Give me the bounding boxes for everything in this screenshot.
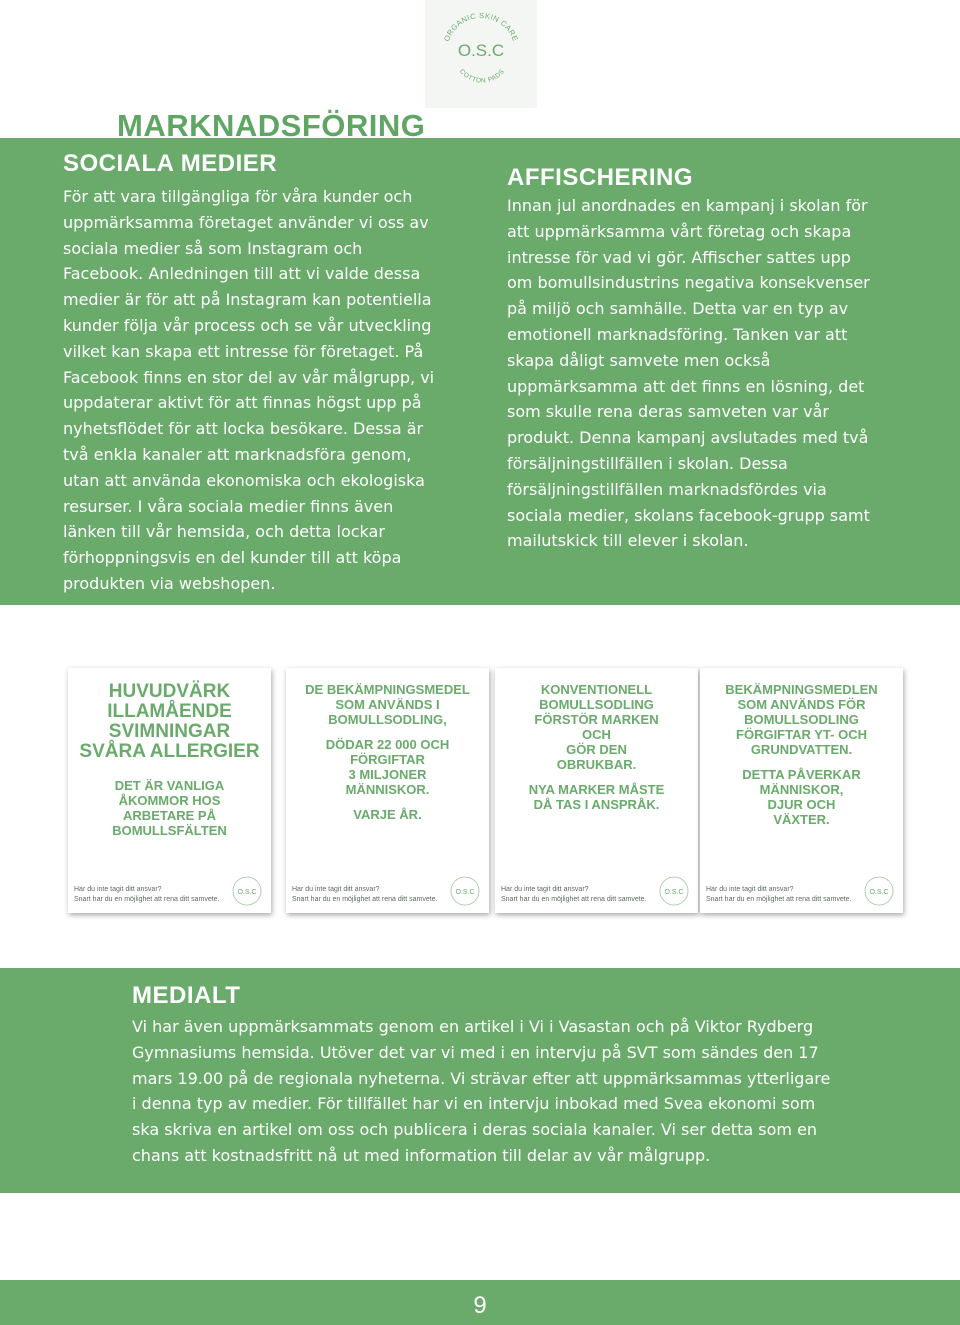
poster-text [501, 682, 692, 812]
poster-line: OBRUKBAR. [556, 757, 637, 772]
poster-headline-line: SVÅRA ALLERGIER [79, 741, 260, 762]
poster-footer-text [74, 885, 220, 905]
poster-line: DET ÄR VANLIGA [114, 778, 225, 793]
poster-line: SOM ANVÄNDS FÖR [737, 697, 866, 712]
poster-logo-text: O.S.C [455, 889, 475, 896]
poster-headline-line: HUVUDVÄRK [108, 681, 231, 702]
poster-headline-line: SVIMNINGAR [108, 721, 231, 742]
poster-text [74, 682, 265, 838]
poster-logo-text: O.S.C [869, 889, 889, 896]
poster-line: MÄNNISKOR, [759, 782, 844, 797]
osc-logo-graphic [425, 0, 537, 108]
poster-line: 3 MILJONER [348, 767, 427, 782]
poster-3 [495, 668, 698, 913]
poster-line: BOMULLSFÄLTEN [112, 823, 227, 838]
posters-text: Innan jul anordnades en kampanj i skolan för att uppmärksamma vårt företag och skapa intresse för vad vi gör. Affischer sattes upp om bomullsindustrins negativa konsekvenser på miljö och samhälle. Detta var en typ av emotionell marknadsföring. Tanken var att skapa dåligt samvete men också uppmärksamma att det finns en lösning, det som skulle rena deras samveten var vår produkt. Denna kampanj avslutades med två försäljningstillfällen i skolan. Dessa försäljningstillfällen marknadsfördes via sociala medier, skolans facebook-grupp samt mailutskick till elever i skolan. [507, 196, 870, 551]
social-media-heading: SOCIALA MEDIER [63, 150, 278, 177]
poster-text [706, 682, 897, 827]
page-footer [0, 1280, 960, 1325]
poster-line: KONVENTIONELL [540, 682, 653, 697]
poster-1 [68, 668, 271, 913]
poster-line: GÖR DEN [566, 742, 627, 757]
poster-logo [863, 875, 895, 907]
poster-line: BEKÄMPNINGSMEDLEN [725, 682, 878, 697]
osc-logo [425, 0, 537, 108]
poster-footer-line: Har du inte tagit ditt ansvar? [706, 886, 794, 893]
media-text: Vi har även uppmärksammats genom en artikel i Vi i Vasastan och på Viktor Rydberg Gymnasiums hemsida. Utöver det var vi med i en intervju på SVT som sändes den 17 mars 19.00 på de regionala nyheterna. Vi strävar efter att uppmärksammas ytterligare i denna typ av medier. För tillfället har vi en intervju inbokad med Svea ekonomi som ska skriva en artikel om oss och publicera i deras sociala kanaler. Vi ser detta som en chans att kostnadsfritt nå ut med information till delar av vår målgrupp. [132, 1017, 831, 1165]
poster-line [292, 797, 483, 807]
poster-text [292, 682, 483, 822]
poster-footer-text [292, 885, 438, 905]
poster-logo [231, 875, 263, 907]
poster-line: DE BEKÄMPNINGSMEDEL [305, 682, 470, 697]
poster-line: SOM ANVÄNDS I [335, 697, 440, 712]
poster-headline-line: ILLAMÅENDE [107, 701, 232, 722]
media-band [0, 968, 960, 1193]
page-number: 9 [473, 1292, 487, 1319]
svg-text:COTTON PADS [458, 68, 506, 85]
poster-logo-text: O.S.C [237, 889, 257, 896]
poster-line [501, 772, 692, 782]
poster-line: DETTA PÅVERKAR [742, 767, 861, 782]
poster-footer-line: Snart har du en möjlighet att rena ditt samvete. [292, 896, 438, 903]
media-heading: MEDIALT [132, 982, 241, 1009]
svg-text:ORGANIC SKIN CARE [442, 11, 520, 43]
poster-logo [449, 875, 481, 907]
poster-gallery [68, 668, 900, 918]
poster-line: ÅKOMMOR HOS [118, 793, 221, 808]
poster-footer-text [706, 885, 852, 905]
marketing-band [0, 138, 960, 605]
posters-heading: AFFISCHERING [507, 164, 693, 191]
poster-line [706, 757, 897, 767]
poster-footer-line: Har du inte tagit ditt ansvar? [74, 886, 162, 893]
logo-bottom-text: COTTON PADS [457, 68, 507, 85]
page-title: MARKNADSFÖRING [117, 108, 426, 143]
poster-line [292, 727, 483, 737]
poster-footer-line: Snart har du en möjlighet att rena ditt samvete. [706, 896, 852, 903]
poster-line: BOMULLSODLING, [328, 712, 447, 727]
poster-line: FÖRGIFTAR YT- OCH [736, 727, 867, 742]
poster-footer-line: Har du inte tagit ditt ansvar? [292, 886, 380, 893]
poster-line: BOMULLSODLING [539, 697, 654, 712]
poster-line: DÅ TAS I ANSPRÅK. [533, 797, 660, 812]
logo-top-text: ORGANIC SKIN CARE [441, 10, 521, 43]
poster-footer-line: Snart har du en möjlighet att rena ditt samvete. [74, 896, 220, 903]
poster-line: VARJE ÅR. [353, 807, 422, 822]
poster-line: MÄNNISKOR. [345, 782, 430, 797]
poster-4 [700, 668, 903, 913]
poster-line: GRUNDVATTEN. [750, 742, 853, 757]
social-media-text: För att vara tillgängliga för våra kunder och uppmärksamma företaget använder vi oss av sociala medier så som Instagram och Facebook. Anledningen till att vi valde dessa medier är för att på Instagram kan potentiella kunder följa vår process och se vår utveckling vilket kan skapa ett intresse för företaget. På Facebook finns en stor del av vår målgrupp, vi uppdaterar aktivt för att finnas högst upp på nyhetsflödet för att locka besökare. Dessa är två enkla kanaler att marknadsföra genom, utan att använda ekonomiska och ekologiska resurser. I våra sociala medier finns även länken till vår hemsida, och detta lockar förhoppningsvis en del kunder till att köpa produkten via webshopen. [63, 187, 435, 593]
poster-line: FÖRGIFTAR [350, 752, 425, 767]
poster-logo-text: O.S.C [664, 889, 684, 896]
poster-logo [658, 875, 690, 907]
poster-footer-line: Snart har du en möjlighet att rena ditt samvete. [501, 896, 647, 903]
poster-footer-text [501, 885, 647, 905]
poster-line: OCH [582, 727, 611, 742]
poster-line: VÄXTER. [773, 812, 830, 827]
poster-line: FÖRSTÖR MARKEN [534, 712, 659, 727]
poster-line: NYA MARKER MÅSTE [528, 782, 665, 797]
poster-2 [286, 668, 489, 913]
poster-line: DJUR OCH [767, 797, 836, 812]
poster-line: ARBETARE PÅ [123, 808, 216, 823]
poster-line: BOMULLSODLING [744, 712, 859, 727]
poster-footer-line: Har du inte tagit ditt ansvar? [501, 886, 589, 893]
poster-line: DÖDAR 22 000 OCH [325, 737, 450, 752]
logo-center-text: O.S.C [457, 41, 505, 60]
